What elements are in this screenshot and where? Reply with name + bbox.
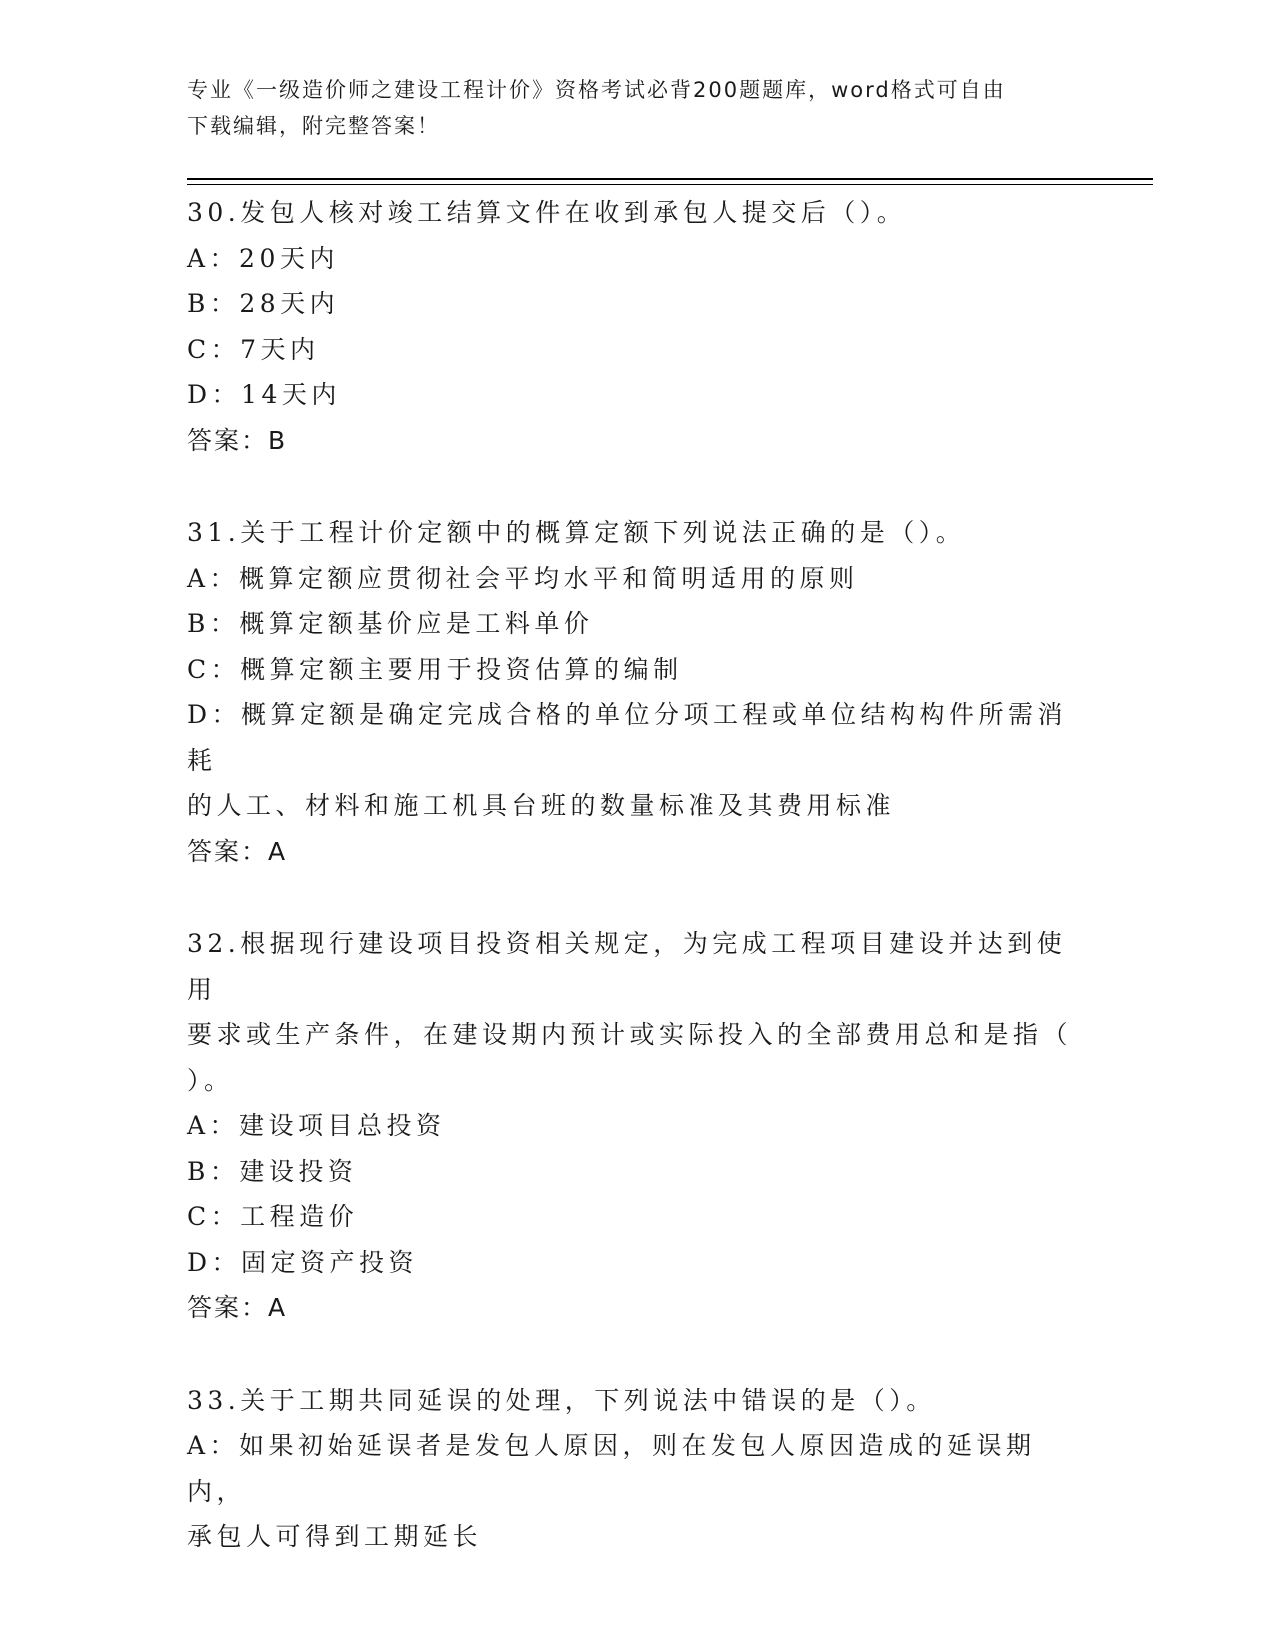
question-32 bbox=[187, 921, 1087, 1331]
question-stem: 30.发包人核对竣工结算文件在收到承包人提交后（）。 bbox=[187, 198, 907, 227]
question-stem: 32.根据现行建设项目投资相关规定，为完成工程项目建设并达到使用 bbox=[187, 929, 1067, 1004]
option-b: B：概算定额基价应是工料单价 bbox=[187, 609, 594, 638]
answer: 答案：A bbox=[187, 836, 288, 866]
question-33 bbox=[187, 1378, 1087, 1560]
option-a: A：20天内 bbox=[187, 243, 339, 273]
question-list bbox=[187, 190, 1087, 1607]
option-d: D：固定资产投资 bbox=[187, 1247, 419, 1277]
header-line-1: 专业《一级造价师之建设工程计价》资格考试必背200题题库，word格式可自由 bbox=[187, 78, 1006, 102]
question-stem: 33.关于工期共同延误的处理，下列说法中错误的是（）。 bbox=[187, 1385, 936, 1415]
header-line-2: 下载编辑，附完整答案！ bbox=[187, 114, 440, 138]
option-d: D：14天内 bbox=[187, 380, 341, 409]
answer: 答案：A bbox=[187, 1293, 288, 1322]
option-c: C：7天内 bbox=[187, 334, 320, 364]
option-a-continued: 承包人可得到工期延长 bbox=[187, 1522, 483, 1551]
header-divider-thin bbox=[187, 184, 1153, 185]
question-stem-continued: ）。 bbox=[187, 1065, 234, 1095]
option-d: D：概算定额是确定完成合格的单位分项工程或单位结构构件所需消耗 bbox=[187, 700, 1068, 775]
option-d-continued: 的人工、材料和施工机具台班的数量标准及其费用标准 bbox=[187, 791, 896, 820]
header-divider-thick bbox=[187, 178, 1153, 180]
option-b: B：建设投资 bbox=[187, 1156, 358, 1186]
answer: 答案：B bbox=[187, 425, 288, 455]
option-c: C：概算定额主要用于投资估算的编制 bbox=[187, 654, 683, 684]
option-a: A：概算定额应贯彻社会平均水平和简明适用的原则 bbox=[187, 563, 859, 593]
question-30 bbox=[187, 190, 1087, 463]
option-c: C：工程造价 bbox=[187, 1202, 359, 1231]
option-a: A：建设项目总投资 bbox=[187, 1111, 446, 1140]
question-stem: 31.关于工程计价定额中的概算定额下列说法正确的是（）。 bbox=[187, 518, 966, 547]
document-header bbox=[187, 72, 1067, 144]
option-a: A：如果初始延误者是发包人原因，则在发包人原因造成的延误期内， bbox=[187, 1431, 1036, 1506]
question-31 bbox=[187, 510, 1087, 874]
question-stem-continued: 要求或生产条件，在建设期内预计或实际投入的全部费用总和是指（ bbox=[187, 1020, 1073, 1049]
option-b: B：28天内 bbox=[187, 289, 340, 318]
